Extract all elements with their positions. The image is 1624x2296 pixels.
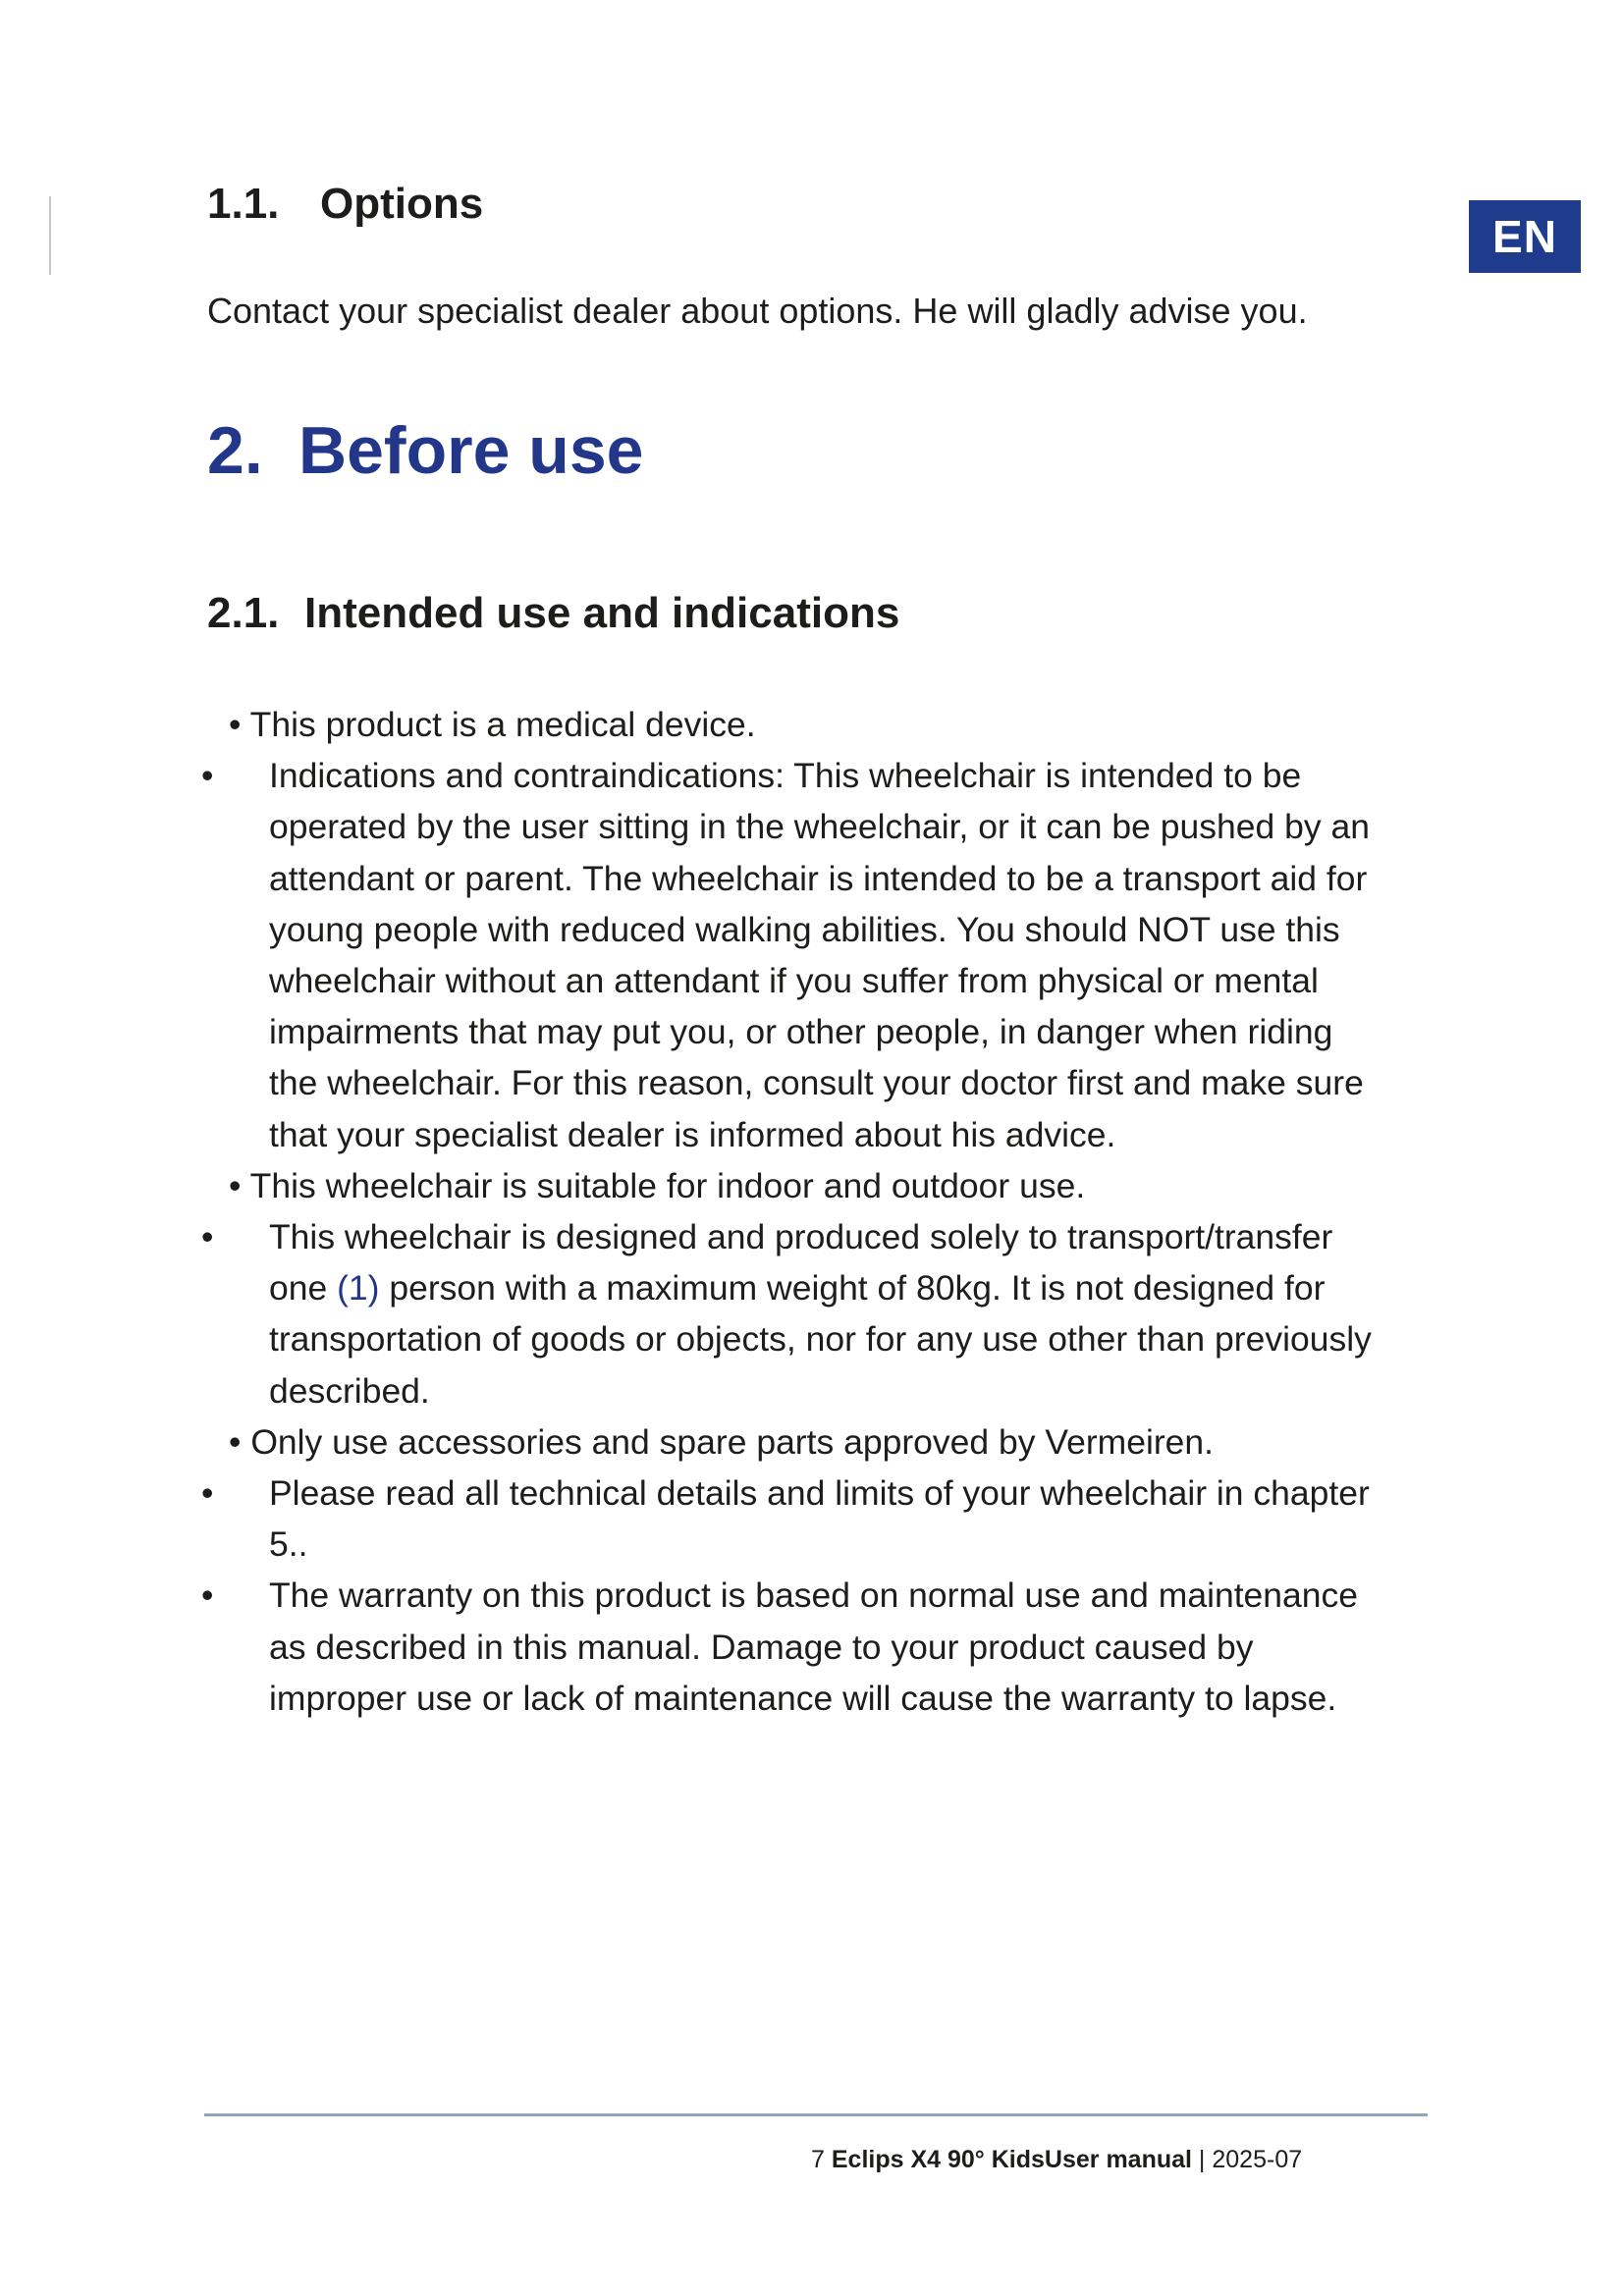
margin-rule: [49, 196, 51, 275]
chapter-title: Before use: [298, 413, 644, 488]
section-title: Intended use and indications: [304, 589, 900, 637]
section-title: Options: [320, 180, 484, 228]
bullet-icon: •: [229, 1421, 242, 1462]
list-item: • Please read all technical details and limits of your wheelchair in chapter 5..: [201, 1468, 1448, 1570]
section-number: 1.1.: [207, 180, 280, 228]
list-item: • This wheelchair is designed and produced solely to transport/transfer one (1) person with a maximum weight of 80kg. It is not designed for transportation of goods or objects, nor for any use other than previously described.: [201, 1211, 1448, 1416]
bullet-icon: •: [229, 1165, 242, 1205]
list-item: • Indications and contraindications: This wheelchair is intended to be operated by the user sitting in the wheelchair, or it can be pushed by an attendant or parent. The wheelchair is intended to be a transport aid for young people with reduced walking abilities. You should NOT use this wheelchair without an attendant if you suffer from physical or mental impairments that may put you, or other people, in danger when riding the wheelchair. For this reason, consult your doctor first and make sure that your specialist dealer is informed about his advice.: [201, 750, 1448, 1160]
list-item: • The warranty on this product is based on normal use and maintenance as described in this manual. Damage to your product caused by improper use or lack of maintenance will cause the warranty to lapse.: [201, 1570, 1448, 1724]
bullet-icon: •: [201, 1217, 214, 1257]
chapter-heading-before-use: [207, 412, 643, 489]
footer-separator: |: [1198, 2146, 1206, 2173]
list-item: • This product is a medical device.: [229, 705, 756, 744]
bullet-icon: •: [201, 756, 214, 796]
document-type: User manual: [1044, 2146, 1192, 2173]
bullet-icon: •: [201, 1473, 214, 1514]
chapter-number: 2.: [207, 413, 263, 488]
list-item: • Only use accessories and spare parts approved by Vermeiren.: [229, 1421, 1215, 1462]
language-badge: EN: [1469, 200, 1581, 273]
bullet-icon: •: [229, 705, 242, 744]
reference-link[interactable]: (1): [337, 1268, 380, 1308]
document-date: 2025-07: [1212, 2146, 1303, 2173]
footer-divider: [204, 2113, 1428, 2116]
section-number: 2.1.: [207, 589, 280, 637]
section-heading-options: [207, 180, 483, 229]
section-heading-intended-use: [207, 589, 899, 638]
bullet-icon: •: [201, 1575, 214, 1616]
intended-use-list: [201, 699, 1448, 1724]
page-footer: [811, 2146, 1302, 2174]
list-item: • This wheelchair is suitable for indoor and outdoor use.: [229, 1165, 1086, 1205]
product-name: Eclips X4 90° Kids: [831, 2146, 1045, 2173]
options-paragraph: Contact your specialist dealer about options. He will gladly advise you.: [207, 291, 1308, 331]
page-number: 7: [811, 2146, 825, 2173]
